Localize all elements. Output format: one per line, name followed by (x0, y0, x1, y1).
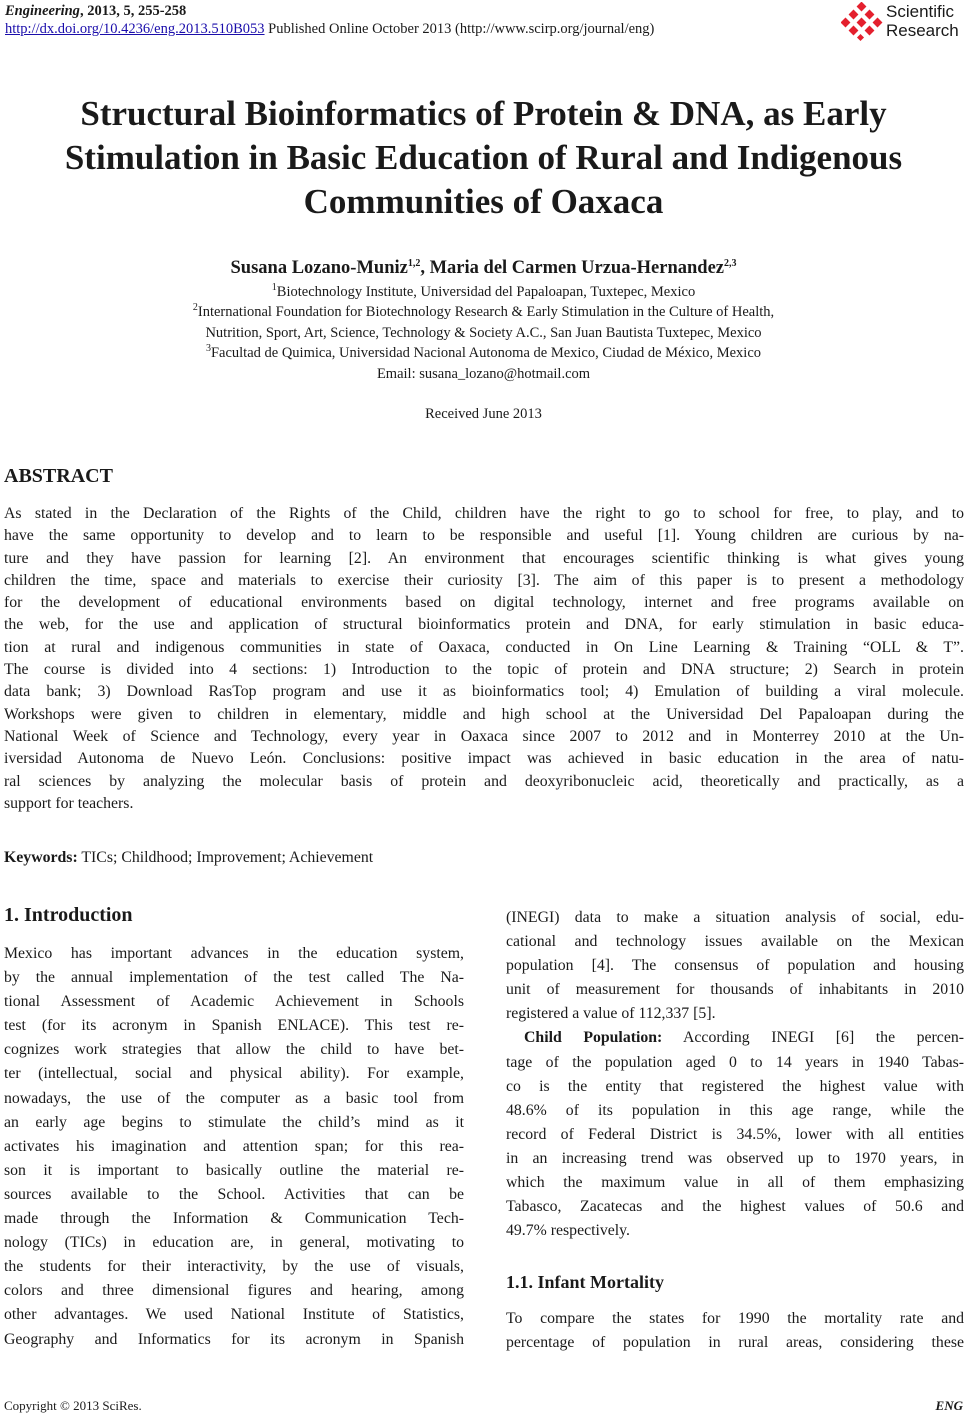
title-line: Structural Bioinformatics of Protein & DNA, as Early (80, 94, 887, 133)
body-line: son it is important to basically outline the material re- (4, 1161, 464, 1179)
affiliation-text: International Foundation for Biotechnology Research & Early Stimulation in the Culture of Health, (197, 304, 775, 320)
keywords-label: Keywords: (4, 849, 78, 866)
affiliation (0, 343, 967, 363)
abstract-line: ral sciences by analyzing the molecular basis of protein and deoxyribonucleic acid, theoretically and practically, as a (4, 772, 964, 790)
abstract-heading: ABSTRACT (4, 465, 113, 487)
column-right-para1 (506, 906, 964, 1243)
body-line: activates his imagination and attention span; for this rea- (4, 1137, 464, 1155)
body-line: (INEGI) data to make a situation analysis of social, edu- (506, 909, 964, 926)
abstract-line: Workshops were given to children in elementary, middle and high school at the Universidad Del Papaloapan during the (4, 705, 964, 723)
doi-link[interactable]: http://dx.doi.org/10.4236/eng.2013.510B053 (5, 21, 265, 37)
abstract-line: ture and they have passion for learning [2]. An environment that encourages scientific thinking is what gives young (4, 549, 964, 567)
author-name: Susana Lozano-Muniz (230, 258, 408, 278)
affiliation (0, 323, 967, 343)
body-line: Mexico has important advances in the education system, (4, 945, 464, 962)
publisher-logo-icon (841, 2, 883, 42)
body-line: tional Assessment of Academic Achievement in Schools (4, 993, 464, 1011)
keywords (4, 849, 373, 867)
abstract-line: tion at rural and indigenous communities in state of Oaxaca, conducted in On Line Learning & Training “OLL & T”. (4, 638, 964, 656)
abstract-line: As stated in the Declaration of the Rights of the Child, children have the right to go to school for free, to play, and to (4, 505, 964, 522)
body-line: To compare the states for 1990 the mortality rate and (506, 1310, 964, 1327)
body-line: which the maximum value in all of them emphasizing (506, 1174, 964, 1192)
body-line: the students for their interactivity, by the use of visuals, (4, 1258, 464, 1276)
body-line: in an increasing trend was observed up to 1970 years, in (506, 1149, 964, 1167)
body-line: Geography and Informatics for its acronym in Spanish (4, 1330, 464, 1348)
author-name: Maria del Carmen Urzua-Hernandez (429, 258, 724, 278)
body-line: co is the entity that registered the highest value with (506, 1077, 964, 1095)
affiliation-mark: 2 (192, 302, 198, 314)
body-line: sources available to the School. Activities that can be (4, 1185, 464, 1203)
affiliation-text: Email: susana_lozano@hotmail.com (376, 366, 591, 382)
affiliation-text: Nutrition, Sport, Art, Science, Technology & Society A.C., San Juan Bautista Tuxtepec, Mexico (205, 325, 762, 341)
body-line: cognizes work strategies that allow the child to have bet- (4, 1041, 464, 1059)
footer-journal: ENG (935, 1398, 963, 1413)
body-line: percentage of population in rural areas, considering these (506, 1334, 964, 1352)
footer-copyright: Copyright © 2013 SciRes. (4, 1398, 142, 1413)
body-line: population [4]. The consensus of population and housing (506, 957, 964, 975)
title-line: Stimulation in Basic Education of Rural and Indigenous (64, 138, 903, 177)
body-line: ter (intellectual, social and physical ability). For example, (4, 1065, 464, 1083)
logo-text-line2: Research (886, 21, 959, 40)
paragraph-label: Child Population: (524, 1029, 663, 1047)
journal-citation (5, 2, 186, 20)
body-line: tage of the population aged 0 to 14 years in 1940 Tabas- (506, 1053, 964, 1071)
contact-email (0, 364, 967, 384)
affiliation (0, 282, 967, 302)
journal-name: Engineering (5, 3, 80, 19)
body-text: According INEGI [6] the percen- (662, 1029, 964, 1047)
affiliation-text: Facultad de Quimica, Universidad Nacional Autonoma de Mexico, Ciudad de México, Mexico (210, 345, 762, 361)
abstract-line: data bank; 3) Download RasTop program and use it as bioinformatics tool; 4) Emulation of building a viral molecule. (4, 683, 964, 701)
abstract-line: children the time, space and materials to exercise their curiosity [3]. The aim of this paper is to present a methodology (4, 571, 964, 589)
author-list (0, 256, 967, 280)
abstract-line: have the same opportunity to develop and to learn to be responsible and useful [1]. Young children are curious by na- (4, 527, 964, 545)
title-line: Communities of Oaxaca (303, 182, 664, 221)
abstract-line: National Week of Science and Technology, every year in Oaxaca since 2007 to 2012 and in Monterrey 2010 at the Un- (4, 727, 964, 745)
section-heading: 1. Introduction (4, 904, 133, 926)
body-line: colors and three dimensional figures and hearing, among (4, 1282, 464, 1300)
abstract-line: for the development of educational environments based on digital technology, internet and free programs available on (4, 594, 964, 612)
affiliation (0, 302, 967, 322)
author-affiliation-mark: 2,3 (724, 257, 737, 269)
body-line: nowadays, the use of the computer as a basic tool from (4, 1089, 464, 1107)
logo-text-line1: Scientific (886, 2, 955, 21)
body-line: 49.7% respectively. (506, 1222, 630, 1240)
body-line: registered a value of 112,337 [5]. (506, 1005, 716, 1023)
body-line: by the annual implementation of the test called The Na- (4, 969, 464, 987)
abstract-body (4, 503, 964, 815)
abstract-line: The course is divided into 4 sections: 1) Introduction to the topic of protein and DNA structure; 2) Search in protein (4, 661, 964, 679)
body-line: record of Federal District is 34.5%, lower with all entities (506, 1125, 964, 1143)
paper-title (0, 92, 967, 224)
body-line: unit of measurement for thousands of inhabitants in 2010 (506, 981, 964, 999)
body-line: cational and technology issues available on the Mexican (506, 933, 964, 951)
body-line: 48.6% of its population in this age range, while the (506, 1101, 964, 1119)
column-left (4, 942, 464, 1352)
body-line: nology (TICs) in education are, in general, motivating to (4, 1234, 464, 1252)
abstract-line: the web, for the use and application of structural bioinformatics protein and DNA, for early stimulation in basic educa- (4, 616, 964, 634)
affiliation-mark: 3 (205, 343, 211, 355)
body-line: other advantages. We used National Institute of Statistics, (4, 1306, 464, 1324)
body-line: Tabasco, Zacatecas and the highest values of 50.6 and (506, 1198, 964, 1216)
subsection-heading: 1.1. Infant Mortality (506, 1272, 664, 1292)
doi-line (5, 20, 654, 38)
keywords-text: TICs; Childhood; Improvement; Achievement (77, 849, 374, 866)
author-affiliation-mark: 1,2 (407, 257, 421, 269)
publisher-logo (841, 2, 961, 42)
affiliation-mark: 1 (271, 282, 277, 294)
abstract-line: iversidad Autonoma de Nuevo León. Conclusions: positive impact was achieved in basic education in the area of natu- (4, 750, 964, 768)
published-text: Published Online October 2013 (http://www.scirp.org/journal/eng) (264, 21, 655, 37)
body-line: an early age begins to stimulate the child’s mind as it (4, 1113, 464, 1131)
affiliation-text: Biotechnology Institute, Universidad del Papaloapan, Tuxtepec, Mexico (276, 284, 696, 300)
body-line (506, 1026, 964, 1050)
body-line: test (for its acronym in Spanish ENLACE). This test re- (4, 1017, 464, 1035)
journal-volume: , 2013, 5, 255-258 (79, 3, 187, 19)
author-separator: , (420, 258, 430, 278)
column-right-para3 (506, 1307, 964, 1355)
received-date: Received June 2013 (425, 406, 542, 422)
body-line: made through the Information & Communication Tech- (4, 1210, 464, 1228)
abstract-line: support for teachers. (4, 794, 134, 812)
